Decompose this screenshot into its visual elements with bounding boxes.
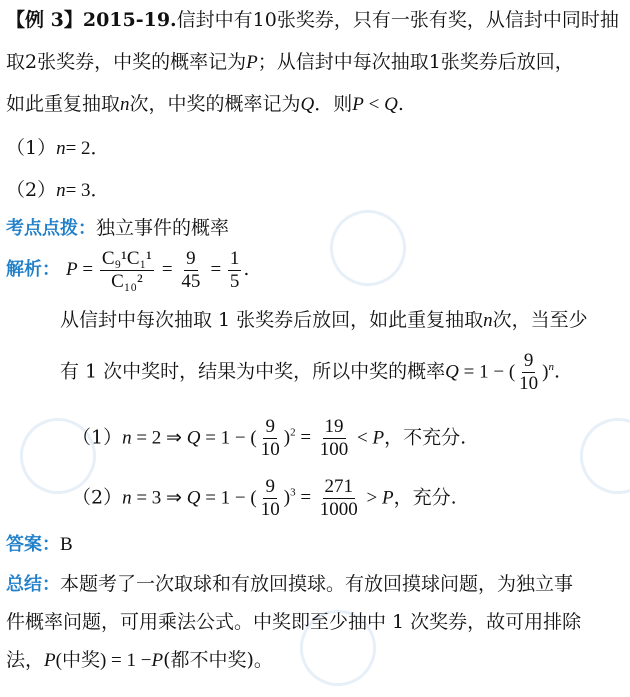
keypoint-text: 独立事件的概率 (96, 217, 230, 239)
summary-label: 总结： (6, 574, 60, 595)
fraction-combination: $\frac{\text{C₉¹C₁¹}}{\text{C₁₀²}}$ (101, 247, 152, 292)
analysis-case-1: （1）n = 2 ⇒ Q = 1 − ( $\frac{9}{10}$ )$^2$ = $\frac{19}{100}$ < P，不充分. (72, 415, 467, 460)
analysis-formula: 解析： P = $\frac{\text{C₉¹C₁¹}}{\text{C₁₀²}}$ = $\frac{9}{45}$ = $\frac{1}{5}$ . (6, 247, 250, 292)
condition-1: （1）n= 2． (6, 137, 110, 159)
question-line-2: 取2张奖券，中奖的概率记为P；从信封中每次抽取1张奖券后放回， (6, 51, 574, 73)
question-line-1 (6, 8, 619, 32)
condition-2: （2）n= 3． (6, 179, 110, 201)
question-stem-1: 信封中有10张奖券，只有一张有奖，从信封中同时抽 (176, 9, 619, 31)
question-line-3: 如此重复抽取n次，中奖的概率记为Q．则P < Q. (6, 93, 404, 115)
analysis-case-2: （2）n = 3 ⇒ Q = 1 − ( $\frac{9}{10}$ )$^3$ = $\frac{271}{1000}$ > P，充分. (72, 475, 457, 520)
example-number: 2015-19. (82, 9, 177, 31)
keypoint-label: 考点点拨： (6, 218, 96, 239)
summary-line-2: 件概率问题，可用乘法公式。中奖即至少抽中 1 次奖券，故可用排除 (6, 611, 582, 633)
answer-value: B (60, 534, 73, 555)
example-tag: 【例 3】 (6, 9, 83, 31)
keypoint (6, 216, 229, 241)
answer-label: 答案： (6, 534, 60, 555)
summary-line-1: 总结：本题考了一次取球和有放回摸球。有放回摸球问题，为独立事 (6, 573, 574, 595)
summary-line-3: 法，P(中奖) = 1 −P(都不中奖)。 (6, 649, 273, 671)
fraction-1-5: $\frac{1}{5}$ (229, 247, 240, 292)
analysis-paragraph-2: 有 1 次中奖时，结果为中奖，所以中奖的概率Q = 1 − ( $\frac{9}{10}$ )$^n$. (60, 349, 561, 394)
fraction-9-45: $\frac{9}{45}$ (181, 247, 201, 292)
watermark-logo (319, 199, 416, 296)
watermark-logo (569, 407, 630, 504)
analysis-paragraph-1: 从信封中每次抽取 1 张奖券后放回，如此重复抽取n次，当至少 (60, 309, 588, 331)
analysis-label: 解析： (6, 259, 60, 280)
answer (6, 532, 73, 557)
